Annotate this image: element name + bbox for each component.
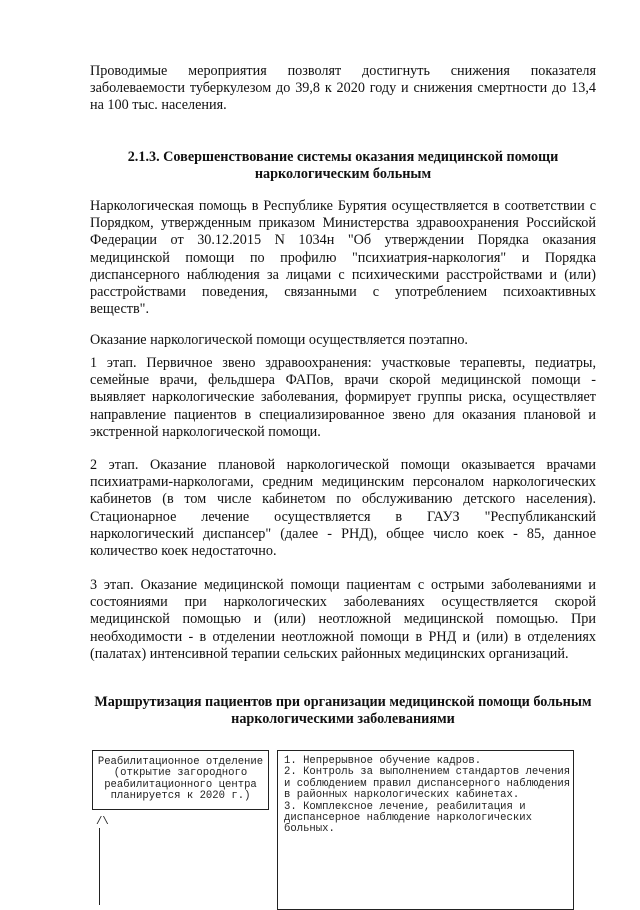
rehabilitation-department-box: Реабилитационное отделение (открытие загородного реабилитационного центра планируется к 2020 г.) bbox=[92, 750, 269, 810]
paragraph-tuberculosis-targets: Проводимые мероприятия позволят достигнуть снижения показателя заболеваемости туберкулезом до 39,8 к 2020 году и снижения смертности до 13,4 на 100 тыс. населения. bbox=[90, 63, 596, 114]
connector-line bbox=[99, 828, 100, 905]
paragraph-stages-intro: Оказание наркологической помощи осуществляется поэтапно. bbox=[90, 332, 468, 348]
paragraph-stage-1: 1 этап. Первичное звено здравоохранения: участковые терапевты, педиатры, семейные врачи, фельдшера ФАПов, врачи скорой медицинской помощи - выявляет наркологические заболевания, формирует группы риска, осуществляет направление пациентов в специализированное звено для оказания плановой и экстренной наркологической помощи. bbox=[90, 355, 596, 440]
section-heading: 2.1.3. Совершенствование системы оказания медицинской помощи наркологическим больным bbox=[127, 149, 559, 183]
paragraph-narcology-order: Наркологическая помощь в Республике Бурятия осуществляется в соответствии с Порядком, утвержденным приказом Министерства здравоохранения Российской Федерации от 30.12.2015 N 1034н "Об утверждении Порядка оказания медицинской помощи по профилю "психиатрия-наркология" и Порядка диспансерного наблюдения за лицами с психическими расстройствами и (или) расстройствами поведения, связанными с употреблением психоактивных веществ". bbox=[90, 198, 596, 318]
paragraph-stage-2: 2 этап. Оказание плановой наркологической помощи оказывается врачами психиатрами-наркологами, средним медицинским персоналом наркологических кабинетов (в том числе кабинетом по обслуживанию детского населения). Стационарное лечение осуществляется в ГАУЗ "Республиканский наркологический диспансер" (далее - РНД), общее число коек - 85, данное количество коек недостаточно. bbox=[90, 457, 596, 560]
arrow-up-icon: /\ bbox=[96, 816, 109, 828]
paragraph-stage-3: 3 этап. Оказание медицинской помощи пациентам с острыми заболеваниями и состояниями при наркологических заболеваниях осуществляется скорой медицинской помощью и (или) неотложной медицинской помощью. При необходимости - в отделении неотложной помощи в РНД и (или) в отделениях (палатах) интенсивной терапии сельских районных медицинских организаций. bbox=[90, 577, 596, 662]
routing-heading: Маршрутизация пациентов при организации медицинской помощи больным наркологическими заболеваниями bbox=[94, 694, 592, 728]
rnd-functions-box: 1. Непрерывное обучение кадров. 2. Контроль за выполнением стандартов лечения и соблюдением правил диспансерного наблюдения в районных наркологических кабинетах. 3. Комплексное лечение, реабилитация и диспансерное наблюдение наркологических больных. bbox=[277, 750, 574, 910]
